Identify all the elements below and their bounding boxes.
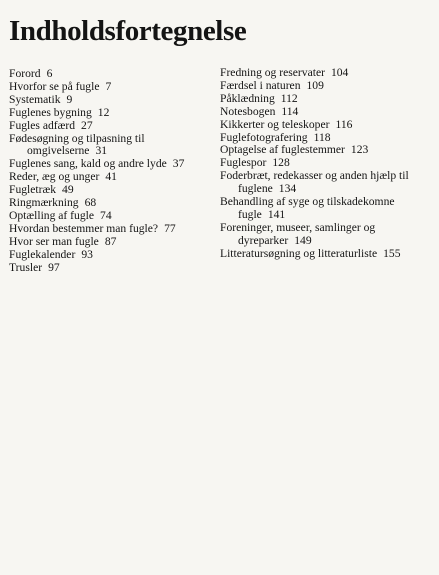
toc-column-right: [220, 67, 430, 261]
toc-entry-page-number: 97: [48, 260, 60, 274]
toc-entry-page-number: 149: [294, 233, 312, 247]
toc-entry-title-continued: fugle 141: [238, 207, 286, 221]
toc-entry-title: Hvorfor se på fugle 7: [9, 79, 112, 93]
toc-entry-page-number: 7: [105, 79, 112, 93]
toc-entry-title: Reder, æg og unger 41: [9, 170, 117, 184]
toc-entry: [220, 248, 430, 261]
toc-entry-title: Færdsel i naturen 109: [220, 78, 324, 92]
toc-entry-page-number: 93: [81, 247, 93, 261]
toc-entry-title: Foreninger, museer, samlinger og: [220, 220, 376, 234]
toc-entry-page-number: 27: [81, 118, 93, 132]
toc-entry-title: Foderbræt, redekasser og anden hjælp til: [220, 169, 409, 183]
toc-entry-page-number: 9: [66, 92, 73, 106]
toc-entry-page-number: 77: [164, 221, 176, 235]
toc-entry-title: Optagelse af fuglestemmer 123: [220, 143, 369, 157]
toc-entry: [9, 133, 214, 159]
toc-entry-page-number: 6: [46, 67, 53, 80]
toc-entry-page-number: 12: [97, 105, 110, 119]
toc-entry-title: Litteratursøgning og litteraturliste 155: [220, 246, 401, 260]
toc-entry-title: Fredning og reservater 104: [220, 66, 349, 79]
toc-entry-page-number: 49: [62, 183, 74, 197]
toc-entry-title: Optælling af fugle 74: [9, 208, 112, 222]
toc-entry-title: Kikkerter og teleskoper 116: [220, 117, 353, 131]
toc-entry-title: Fuglekalender 93: [9, 247, 93, 261]
toc-entry-page-number: 37: [172, 157, 185, 171]
toc-entry-title: Fuglefotografering 118: [220, 130, 331, 144]
toc-entry-title: Trusler 97: [9, 260, 60, 274]
toc-entry-title: Fugletræk 49: [9, 183, 74, 197]
toc-entry-title-continued: dyreparker 149: [238, 233, 312, 247]
toc-entry-title-continued: fuglene 134: [238, 182, 297, 196]
page-title: Indholdsfortegnelse: [9, 15, 247, 47]
toc-entry-title: Forord 6: [9, 67, 53, 80]
toc-entry-page-number: 109: [306, 78, 324, 92]
toc-entry: [220, 170, 430, 196]
toc-entry-page-number: 123: [350, 143, 369, 157]
toc-entry-title: Hvor ser man fugle 87: [9, 234, 117, 248]
toc-entry-title: Behandling af syge og tilskadekomne: [220, 195, 395, 209]
toc-entry-page-number: 112: [280, 91, 298, 105]
toc-entry-page-number: 134: [278, 182, 297, 196]
toc-entry-title: Påklædning 112: [220, 91, 298, 105]
toc-entry-page-number: 141: [267, 207, 286, 221]
toc-entry-page-number: 116: [335, 117, 353, 131]
toc-entry-title: Fuglenes bygning 12: [9, 105, 110, 119]
toc-entry-title: Fuglespor 128: [220, 156, 290, 170]
toc-entry-page-number: 41: [105, 170, 117, 184]
toc-entry-page-number: 74: [100, 208, 112, 222]
toc-entry-title: Hvordan bestemmer man fugle? 77: [9, 221, 176, 235]
toc-entry-page-number: 68: [84, 196, 97, 210]
toc-entry-title: Notesbogen 114: [220, 104, 299, 118]
toc-entry-page-number: 31: [95, 144, 108, 158]
toc-entry-page-number: 128: [272, 156, 290, 170]
toc-entry-page-number: 104: [330, 66, 349, 79]
toc-entry-title-continued: omgivelserne 31: [27, 144, 108, 158]
toc-entry: [9, 262, 214, 275]
toc-entry-page-number: 87: [104, 234, 117, 248]
toc-entry-title: Fødesøgning og tilpasning til: [9, 131, 145, 145]
toc-entry-title: Ringmærkning 68: [9, 196, 97, 210]
toc-entry-title: Fuglenes sang, kald og andre lyde 37: [9, 157, 185, 171]
toc-entry-page-number: 114: [281, 104, 299, 118]
toc-column-left: [9, 68, 214, 275]
toc-entry-title: Fugles adfærd 27: [9, 118, 93, 132]
toc-entry-page-number: 155: [383, 246, 401, 260]
toc-entry-title: Systematik 9: [9, 92, 73, 106]
toc-entry-page-number: 118: [313, 130, 331, 144]
toc-entry: [220, 196, 430, 222]
toc-entry: [220, 222, 430, 248]
